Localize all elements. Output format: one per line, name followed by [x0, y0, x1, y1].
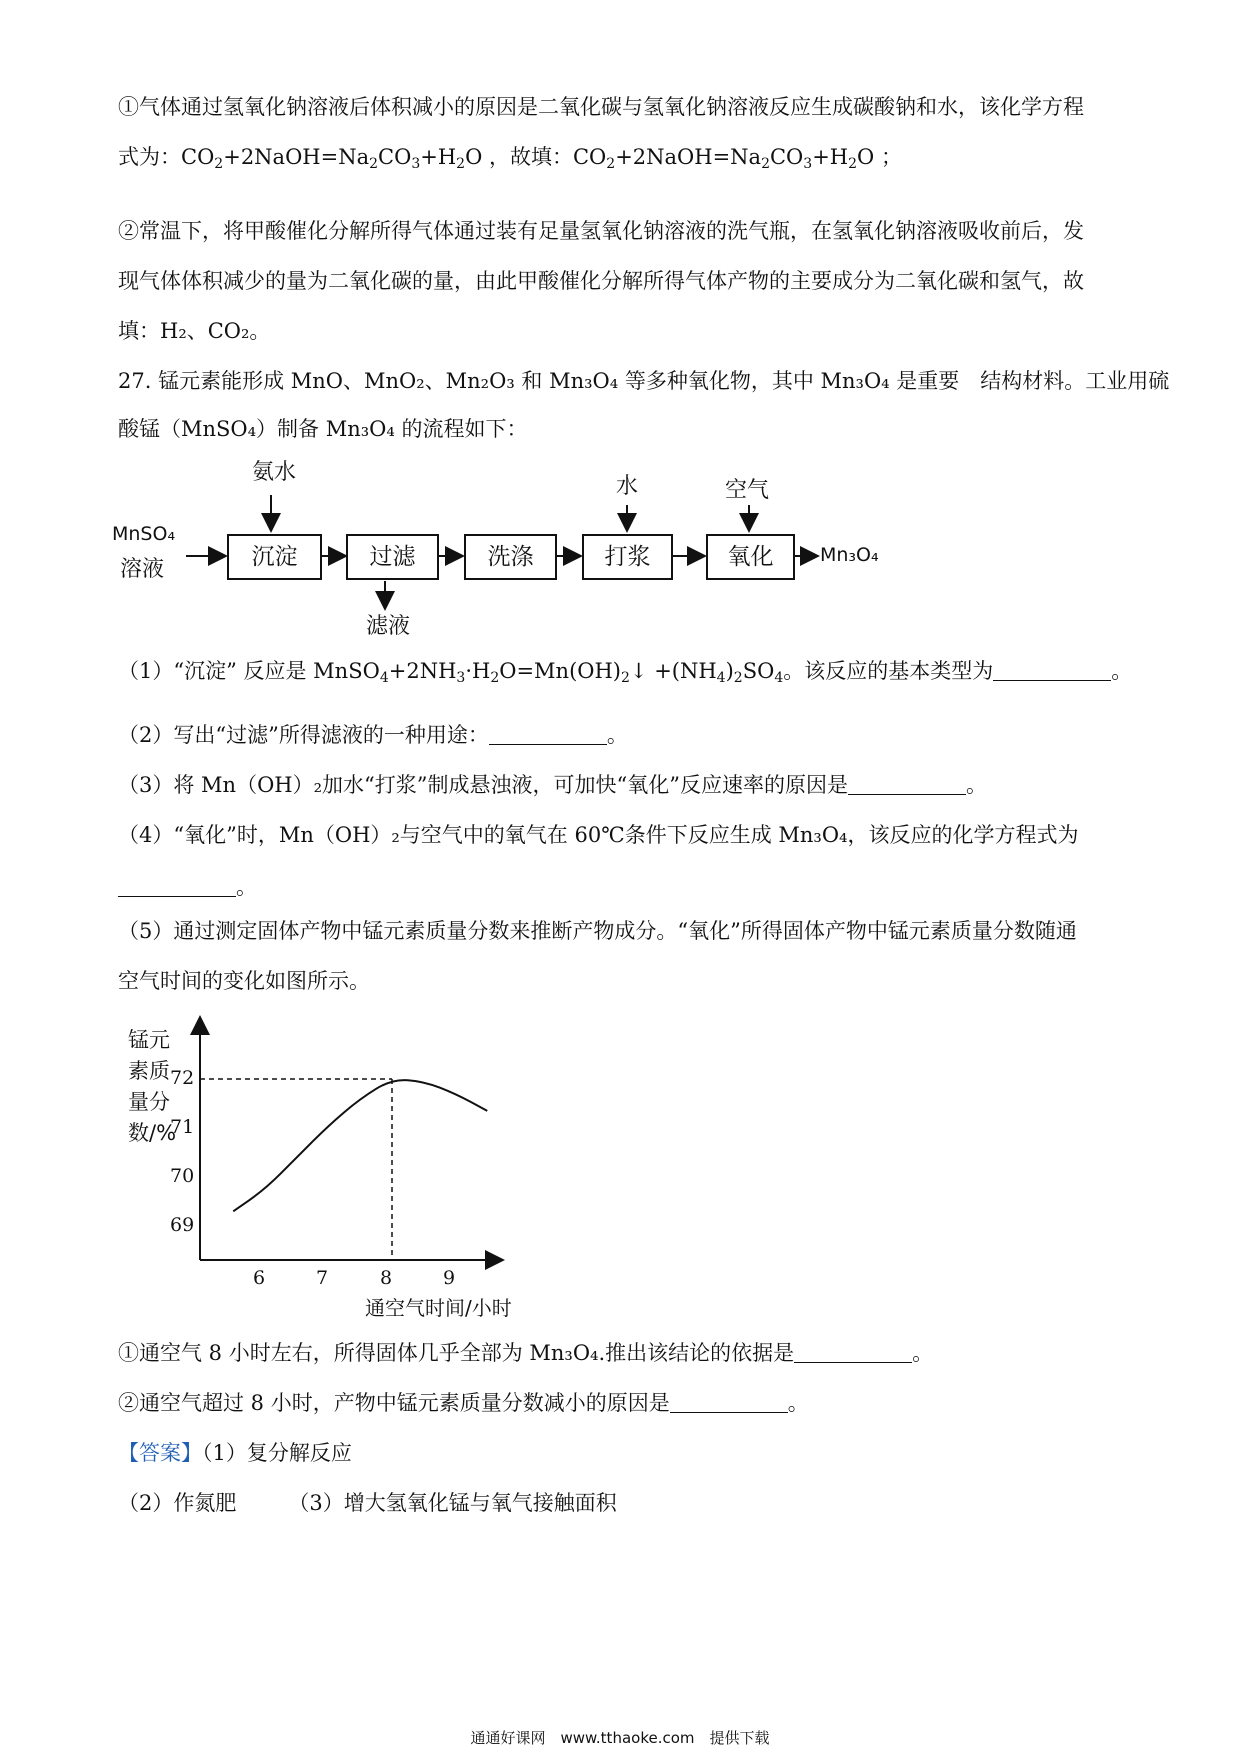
- answer-item: （3）增大氢氧化锰与氧气接触面积: [288, 1491, 617, 1515]
- answer-blank[interactable]: [848, 774, 966, 795]
- x-tick-label: 9: [443, 1267, 456, 1289]
- text: ↓ +(NH: [629, 659, 717, 683]
- text: O ；: [857, 145, 902, 169]
- flow-ammonia-label: 氨水: [252, 460, 297, 485]
- text: +H: [420, 145, 457, 169]
- text: ·H: [465, 659, 491, 683]
- y-axis-label-line: 量分: [128, 1090, 170, 1114]
- y-axis-label-line: 数/%: [128, 1121, 177, 1145]
- text: 式为：CO: [118, 145, 215, 169]
- text: 。: [1111, 659, 1133, 683]
- sub-question-2: [118, 1388, 1128, 1418]
- subscript: 2: [214, 156, 224, 172]
- flow-step-box: 洗涤: [464, 534, 557, 580]
- answer-tag: 【答案】: [118, 1441, 202, 1465]
- flow-water-label: 水: [616, 474, 639, 499]
- text: （1）“沉淀” 反应是 MnSO: [118, 659, 380, 683]
- y-axis-label: [128, 1025, 176, 1149]
- y-tick-label: 70: [170, 1165, 195, 1187]
- text: O ，故填：CO: [465, 145, 607, 169]
- para-line: 填：H₂、CO₂。: [118, 319, 271, 343]
- flow-diagram: [0, 455, 1240, 650]
- para-line: 现气体体积减少的量为二氧化碳的量，由此甲酸催化分解所得气体产物的主要成分为二氧化碳和氢气，故: [118, 269, 1084, 293]
- subscript: 4: [379, 670, 389, 686]
- text: +2NH: [388, 659, 457, 683]
- question-27-line: 27. 锰元素能形成 MnO、MnO₂、Mn₂O₃ 和 Mn₃O₄ 等多种氧化物，其中 Mn₃O₄ 是重要 结构材料。工业用硫: [118, 369, 1170, 393]
- text: 。: [236, 875, 257, 899]
- subscript: 2: [621, 670, 630, 686]
- sub-question-1: [118, 1338, 1128, 1368]
- answer-blank[interactable]: [794, 1342, 912, 1363]
- para-line: ②常温下，将甲酸催化分解所得气体通过装有足量氢氧化钠溶液的洗气瓶，在氢氧化钠溶液吸收前后，发: [118, 219, 1084, 243]
- footer: 通通好课网 www.tthaoke.com 提供下载: [470, 1729, 770, 1747]
- text: +2NaOH=Na: [223, 145, 370, 169]
- question-1: [118, 656, 1133, 693]
- flow-product-label: Mn₃O₄: [820, 544, 879, 566]
- subscript: 3: [411, 156, 421, 172]
- text: SO: [742, 659, 775, 683]
- subscript: 4: [774, 670, 784, 686]
- text: 。: [606, 723, 628, 747]
- question-4-blank-line: [118, 872, 1128, 902]
- equation-line: [118, 142, 1128, 179]
- text: 。该反应的基本类型为: [783, 659, 994, 683]
- flow-filtrate-label: 滤液: [366, 614, 411, 639]
- text: 。: [912, 1341, 934, 1365]
- answer-blank[interactable]: [118, 876, 236, 897]
- text: 。: [787, 1391, 809, 1415]
- question-2: [118, 720, 1128, 750]
- question-5: 空气时间的变化如图所示。: [118, 969, 370, 993]
- text: O=Mn(OH): [499, 659, 621, 683]
- text: +2NaOH=Na: [615, 145, 762, 169]
- subscript: 2: [490, 670, 500, 686]
- text: ): [725, 659, 734, 683]
- subscript: 2: [456, 156, 466, 172]
- y-axis-label-line: 素质: [128, 1059, 170, 1083]
- x-axis-label: 通空气时间/小时: [365, 1296, 512, 1320]
- flow-air-label: 空气: [725, 478, 770, 503]
- subscript: 2: [606, 156, 616, 172]
- chart: [100, 1015, 520, 1320]
- answer-blank[interactable]: [670, 1392, 788, 1413]
- flow-input-label: 溶液: [120, 557, 165, 582]
- answer-line: [118, 1488, 1128, 1518]
- flow-input-label: MnSO₄: [112, 523, 176, 545]
- series-line: [233, 1080, 487, 1211]
- question-3: [118, 770, 1128, 800]
- flow-step-box: 沉淀: [227, 534, 322, 580]
- x-tick-label: 7: [316, 1267, 329, 1289]
- text: +H: [812, 145, 849, 169]
- text: （2）写出“过滤”所得滤液的一种用途：: [118, 723, 489, 747]
- text: CO: [378, 145, 412, 169]
- question-27-line: 酸锰（MnSO₄）制备 Mn₃O₄ 的流程如下：: [118, 417, 528, 441]
- x-tick-label: 8: [380, 1267, 393, 1289]
- y-tick-label: 72: [170, 1067, 195, 1089]
- flow-step-box: 氧化: [706, 534, 795, 580]
- text: ①通空气 8 小时左右，所得固体几乎全部为 Mn₃O₄.推出该结论的依据是: [118, 1341, 795, 1365]
- flow-step-box: 过滤: [346, 534, 439, 580]
- answer-item: （1）复分解反应: [202, 1441, 352, 1465]
- subscript: 2: [848, 156, 858, 172]
- flow-step-box: 打浆: [582, 534, 673, 580]
- subscript: 4: [716, 670, 726, 686]
- answer-item: （2）作氮肥: [118, 1491, 237, 1515]
- x-tick-label: 6: [253, 1267, 266, 1289]
- text: （3）将 Mn（OH）₂加水“打浆”制成悬浊液，可加快“氧化”反应速率的原因是: [118, 773, 848, 797]
- answer-line: [118, 1438, 1128, 1468]
- question-4: （4）“氧化”时，Mn（OH）₂与空气中的氧气在 60℃条件下反应生成 Mn₃O₄，该反应的化学方程式为: [118, 823, 1079, 847]
- text: CO: [769, 145, 804, 169]
- subscript: 2: [761, 156, 770, 172]
- y-axis-label-line: 锰元: [128, 1028, 170, 1052]
- subscript: 2: [733, 670, 743, 686]
- subscript: 3: [456, 670, 466, 686]
- answer-blank[interactable]: [993, 660, 1111, 681]
- y-tick-label: 71: [170, 1116, 195, 1138]
- question-5: （5）通过测定固体产物中锰元素质量分数来推断产物成分。“氧化”所得固体产物中锰元素质量分数随通: [118, 919, 1077, 943]
- y-tick-label: 69: [170, 1214, 195, 1236]
- text: 。: [965, 773, 987, 797]
- text: ②通空气超过 8 小时，产物中锰元素质量分数减小的原因是: [118, 1391, 670, 1415]
- subscript: 3: [803, 156, 813, 172]
- para-line: ①气体通过氢氧化钠溶液后体积减小的原因是二氧化碳与氢氧化钠溶液反应生成碳酸钠和水，该化学方程: [118, 95, 1084, 119]
- subscript: 2: [369, 156, 379, 172]
- answer-blank[interactable]: [489, 724, 607, 745]
